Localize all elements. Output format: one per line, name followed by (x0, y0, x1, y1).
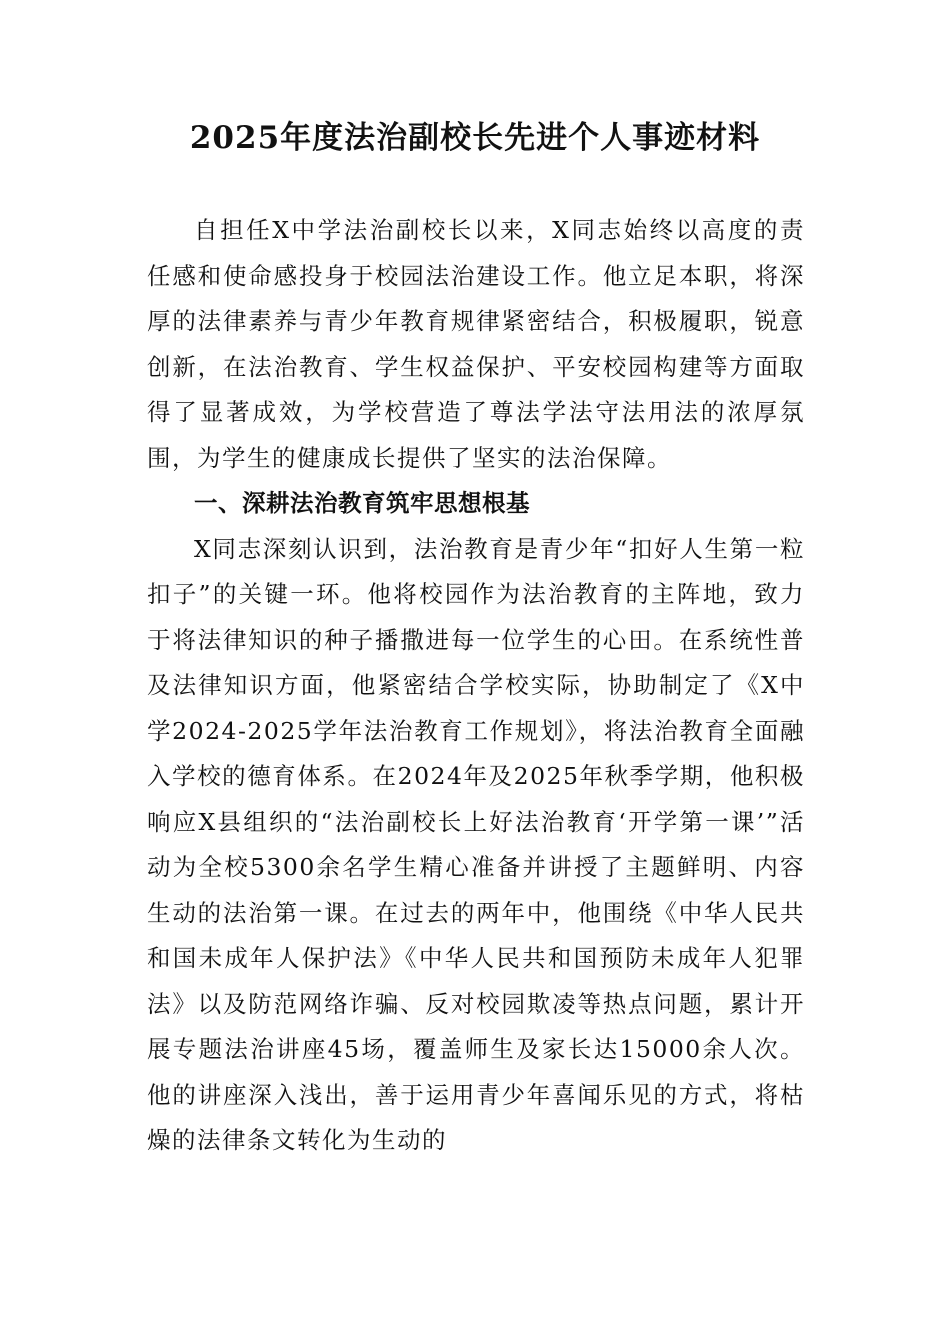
section-heading: 一、深耕法治教育筑牢思想根基 (194, 489, 530, 517)
document-body (147, 208, 805, 1164)
document-title: 2025年度法治副校长先进个人事迹材料 (189, 120, 761, 156)
intro-paragraph: 自担任X中学法治副校长以来，X同志始终以高度的责任感和使命感投身于校园法治建设工作。他立足本职，将深厚的法律素养与青少年教育规律紧密结合，积极履职，锐意创新，在法治教育、学生权益保护、平安校园构建等方面取得了显著成效，为学校营造了尊法学法守法用法的浓厚氛围，为学生的健康成长提供了坚实的法治保障。 (147, 216, 805, 472)
section-paragraph: X同志深刻认识到，法治教育是青少年“扣好人生第一粒扣子”的关键一环。他将校园作为法治教育的主阵地，致力于将法律知识的种子播撒进每一位学生的心田。在系统性普及法律知识方面，他紧密结合学校实际，协助制定了《X中学2024-2025学年法治教育工作规划》，将法治教育全面融入学校的德育体系。在2024年及2025年秋季学期，他积极响应X县组织的“法治副校长上好法治教育‘开学第一课’”活动为全校5300余名学生精心准备并讲授了主题鲜明、内容生动的法治第一课。在过去的两年中，他围绕《中华人民共和国未成年人保护法》《中华人民共和国预防未成年人犯罪法》以及防范网络诈骗、反对校园欺凌等热点问题，累计开展专题法治讲座45场，覆盖师生及家长达15000余人次。他的讲座深入浅出，善于运用青少年喜闻乐见的方式，将枯燥的法律条文转化为生动的 (147, 534, 805, 1154)
